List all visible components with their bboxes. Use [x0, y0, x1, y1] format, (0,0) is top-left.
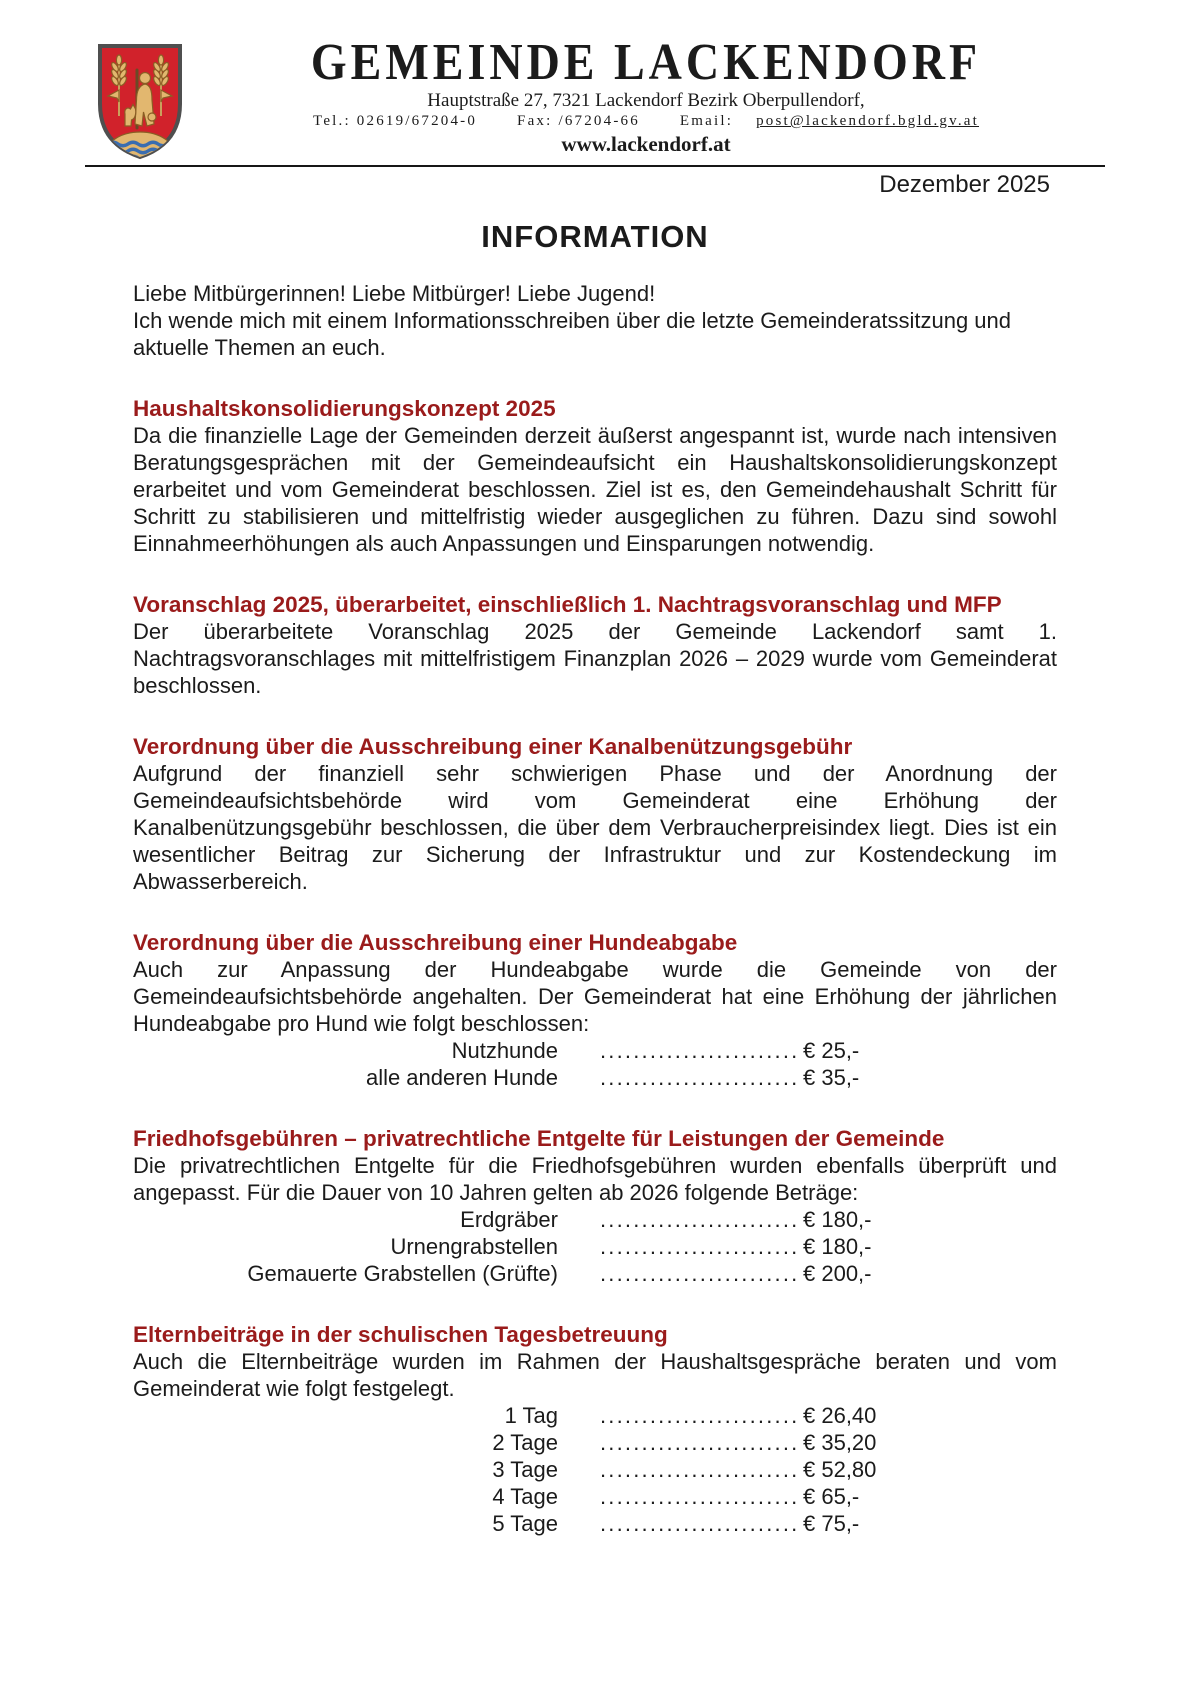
fee-leader: ........................	[600, 1065, 800, 1090]
fee-amount: € 35,20	[803, 1430, 877, 1455]
section	[133, 1321, 1057, 1537]
section-heading: Verordnung über die Ausschreibung einer Hundeabgabe	[133, 930, 738, 955]
satchel	[148, 113, 156, 121]
section-body: Der überarbeitete Voranschlag 2025 der Gemeinde Lackendorf samt 1. Nachtragsvoranschlages mit mittelfristigem Finanzplan 2026 – 2029 wurde vom Gemeinderat beschlossen.	[133, 619, 1057, 698]
fee-leader: ........................	[600, 1484, 800, 1509]
fee-label: 2 Tage	[492, 1430, 558, 1455]
letterhead	[0, 0, 1190, 156]
fee-row	[133, 1510, 1057, 1537]
fee-leader: ........................	[600, 1457, 800, 1482]
email-link: post@lackendorf.bgld.gv.at	[756, 113, 979, 129]
section	[133, 733, 1057, 895]
email-label: Email:	[679, 113, 734, 129]
intro-paragraph	[133, 280, 1057, 361]
fee-leader: ........................	[600, 1207, 800, 1232]
section-heading: Friedhofsgebühren – privatrechtliche Entgelte für Leistungen der Gemeinde	[133, 1126, 945, 1151]
section-heading: Haushaltskonsolidierungskonzept 2025	[133, 396, 556, 421]
fee-amount: € 65,-	[803, 1484, 860, 1509]
fee-label: Erdgräber	[460, 1207, 558, 1232]
fee-leader: ........................	[600, 1261, 800, 1286]
date-line: Dezember 2025	[879, 171, 1050, 198]
section-body: Da die finanzielle Lage der Gemeinden derzeit äußerst angespannt ist, wurde nach intensiven Beratungsgesprächen mit der Gemeindeaufsicht ein Haushaltskonsolidierungskonzept erarbeitet und vom Gemeinderat beschlossen. Ziel ist es, den Gemeindehaushalt Schritt für Schritt zu stabilisieren und mittelfristig wieder ausgeglichen zu führen. Dazu sind sowohl Einnahmeerhöhungen als auch Anpassungen und Einsparungen notwendig.	[133, 423, 1057, 556]
fee-row	[133, 1456, 1057, 1483]
saint-head	[140, 73, 151, 84]
fee-amount: € 35,-	[803, 1065, 860, 1090]
contact-line	[232, 111, 1060, 132]
fee-row	[133, 1483, 1057, 1510]
fee-list	[133, 1037, 1057, 1091]
fee-list	[133, 1206, 1057, 1287]
letterhead-text	[232, 34, 1060, 156]
fee-row	[133, 1206, 1057, 1233]
fax-number: Fax: /67204-66	[517, 113, 640, 129]
fee-amount: € 52,80	[803, 1457, 877, 1482]
fee-amount: € 25,-	[803, 1038, 860, 1063]
header-rule	[85, 165, 1105, 167]
fee-leader: ........................	[600, 1430, 800, 1455]
fee-leader: ........................	[600, 1403, 800, 1428]
phone-number: Tel.: 02619/67204-0	[313, 113, 478, 129]
fee-leader: ........................	[600, 1038, 800, 1063]
page-title: INFORMATION	[481, 219, 709, 254]
fee-row	[133, 1037, 1057, 1064]
intro-salutation: Liebe Mitbürgerinnen! Liebe Mitbürger! Liebe Jugend!	[133, 281, 656, 306]
fee-label: Gemauerte Grabstellen (Grüfte)	[247, 1261, 558, 1286]
fee-amount: € 200,-	[803, 1261, 872, 1286]
section	[133, 1125, 1057, 1287]
sections-list	[133, 395, 1057, 1537]
fee-label: alle anderen Hunde	[365, 1065, 558, 1090]
section-body: Auch die Elternbeiträge wurden im Rahmen der Haushaltsgespräche beraten und vom Gemeinderat wie folgt festgelegt.	[133, 1349, 1057, 1401]
fee-label: 4 Tage	[492, 1484, 558, 1509]
fee-label: 5 Tage	[492, 1511, 558, 1536]
coat-of-arms-icon	[90, 38, 190, 164]
fee-amount: € 180,-	[803, 1234, 872, 1259]
fee-row	[133, 1064, 1057, 1091]
section-body: Aufgrund der finanziell sehr schwierigen Phase und der Anordnung der Gemeindeaufsichtsbehörde wird vom Gemeinderat eine Erhöhung der Kanalbenützungsgebühr beschlossen, die über dem Verbraucherpreisindex liegt. Dies ist ein wesentlicher Beitrag zur Sicherung der Infrastruktur und zur Kostendeckung im Abwasserbereich.	[133, 761, 1057, 894]
fee-leader: ........................	[600, 1234, 800, 1259]
fee-list	[133, 1402, 1057, 1537]
fee-label: 3 Tage	[492, 1457, 558, 1482]
fee-row	[133, 1233, 1057, 1260]
org-name: GEMEINDE LACKENDORF	[310, 32, 982, 90]
fee-amount: € 180,-	[803, 1207, 872, 1232]
fee-row	[133, 1260, 1057, 1287]
section-heading: Elternbeiträge in der schulischen Tagesbetreuung	[133, 1322, 668, 1347]
fee-leader: ........................	[600, 1511, 800, 1536]
section	[133, 929, 1057, 1091]
section-heading: Verordnung über die Ausschreibung einer Kanalbenützungsgebühr	[133, 734, 853, 759]
section-heading: Voranschlag 2025, überarbeitet, einschließlich 1. Nachtragsvoranschlag und MFP	[133, 592, 1002, 617]
fee-label: 1 Tag	[504, 1403, 558, 1428]
website-url: www.lackendorf.at	[561, 132, 731, 156]
intro-text: Ich wende mich mit einem Informationsschreiben über die letzte Gemeinderatssitzung und aktuelle Themen an euch.	[133, 308, 1012, 360]
fee-label: Urnengrabstellen	[390, 1234, 558, 1259]
fee-row	[133, 1429, 1057, 1456]
fee-row	[133, 1402, 1057, 1429]
section-body: Die privatrechtlichen Entgelte für die Friedhofsgebühren wurden ebenfalls überprüft und angepasst. Für die Dauer von 10 Jahren gelten ab 2026 folgende Beträge:	[133, 1153, 1057, 1205]
fee-amount: € 75,-	[803, 1511, 860, 1536]
fee-amount: € 26,40	[803, 1403, 877, 1428]
section-body: Auch zur Anpassung der Hundeabgabe wurde die Gemeinde von der Gemeindeaufsichtsbehörde angehalten. Der Gemeinderat hat eine Erhöhung der jährlichen Hundeabgabe pro Hund wie folgt beschlossen:	[133, 957, 1057, 1036]
address-line: Hauptstraße 27, 7321 Lackendorf Bezirk Oberpullendorf,	[427, 90, 865, 111]
letter-body	[133, 280, 1057, 1537]
section	[133, 395, 1057, 557]
section	[133, 591, 1057, 699]
fee-label: Nutzhunde	[451, 1038, 558, 1063]
